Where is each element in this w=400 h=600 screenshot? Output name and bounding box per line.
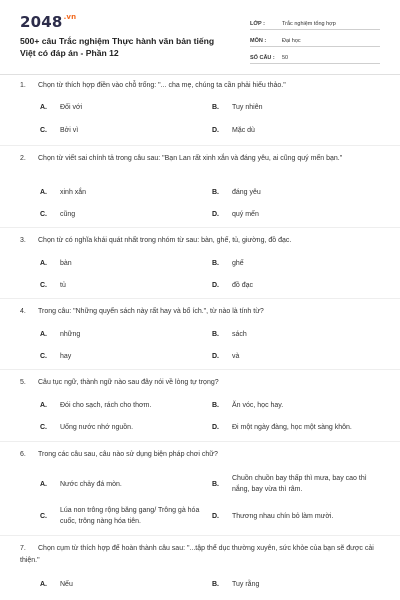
option-letter: B. — [212, 581, 219, 588]
option-letter: B. — [212, 189, 219, 196]
option-text: Mặc dù — [232, 127, 255, 134]
option-letter: C. — [40, 211, 47, 218]
question-divider — [0, 441, 400, 442]
option-letter: D. — [212, 211, 219, 218]
option-letter: B. — [212, 260, 219, 267]
option-letter: B. — [212, 104, 219, 111]
question-divider — [0, 227, 400, 228]
option-text: cũng — [60, 211, 76, 218]
option-text: Đối với — [60, 104, 83, 111]
question-number: 3. — [20, 237, 26, 244]
option-text: Uống nước nhớ nguồn. — [60, 424, 134, 431]
question-number: 1. — [20, 82, 26, 89]
page-header — [0, 0, 400, 72]
question-divider — [0, 145, 400, 146]
option-text: Tuy rằng — [232, 581, 260, 588]
question-text — [20, 306, 380, 318]
question-body: Trong các câu sau, câu nào sử dụng biện pháp chơi chữ? — [38, 451, 218, 458]
option-text: Thương nhau chín bỏ làm mười. — [232, 513, 334, 520]
option-text: Chuồn chuồn bay thấp thì mưa, bay cao thì nắng, bay vừa thì râm. — [232, 475, 367, 493]
meta-class-value: Trắc nghiệm tổng hợp — [282, 21, 336, 27]
question-text — [20, 153, 380, 165]
option-text: đồ đạc — [232, 282, 254, 289]
question-text — [20, 449, 380, 461]
option-letter: D. — [212, 513, 219, 520]
option-text: bàn — [60, 260, 72, 267]
option-text: Nước chảy đá mòn. — [60, 481, 122, 488]
meta-class-label: LỚP : — [250, 21, 265, 27]
option-text: tủ — [60, 282, 66, 289]
question-text — [20, 235, 380, 247]
page-title: 500+ câu Trắc nghiệm Thực hành văn bản tiếng Việt có đáp án - Phần 12 — [20, 36, 215, 58]
option-letter: A. — [40, 331, 47, 338]
option-letter: D. — [212, 424, 219, 431]
option-text: Đói cho sạch, rách cho thơm. — [60, 402, 152, 409]
meta-subject-value: Đại học — [282, 38, 301, 44]
option-text: những — [60, 331, 81, 338]
option-letter: A. — [40, 104, 47, 111]
option-letter: C. — [40, 424, 47, 431]
option-letter: C. — [40, 282, 47, 289]
logo-tld: .vn — [63, 13, 77, 21]
question-text — [20, 80, 380, 92]
question-number: 4. — [20, 308, 26, 315]
question-body: Câu tục ngữ, thành ngữ nào sau đây nói về lòng tự trọng? — [38, 379, 219, 386]
option-letter: C. — [40, 127, 47, 134]
option-text: Bởi vì — [60, 127, 79, 134]
option-text: đáng yêu — [232, 189, 261, 196]
quiz-meta — [250, 13, 380, 64]
option-text: quý mến — [232, 211, 259, 218]
meta-count-row — [250, 47, 380, 64]
meta-count-value: 50 — [282, 55, 289, 61]
option-text: Lúa non trông rộng băng gang/ Trông gà hóa cuốc, trông nàng hóa tiên. — [60, 507, 200, 525]
option-letter: A. — [40, 260, 47, 267]
question-number: 6. — [20, 451, 26, 458]
option-text: và — [232, 353, 240, 360]
question-body: Chọn từ có nghĩa khái quát nhất trong nhóm từ sau: bàn, ghế, tủ, giường, đồ đạc. — [38, 237, 292, 244]
option-text: Đi một ngày đàng, học một sàng khôn. — [232, 424, 352, 431]
question-number: 7. — [20, 545, 26, 552]
option-letter: B. — [212, 331, 219, 338]
meta-subject-label: MÔN : — [250, 38, 267, 44]
option-letter: D. — [212, 282, 219, 289]
question-divider — [0, 369, 400, 370]
option-letter: D. — [212, 127, 219, 134]
option-text: ghế — [232, 260, 244, 267]
question-divider — [0, 535, 400, 536]
option-letter: C. — [40, 353, 47, 360]
option-text: xinh xắn — [60, 189, 87, 196]
option-text: Nếu — [60, 581, 73, 588]
question-text — [20, 377, 380, 389]
site-logo[interactable] — [20, 13, 76, 31]
question-body: Chọn cụm từ thích hợp để hoàn thành câu sau: "...tập thể dục thường xuyên, sức khỏe của bạn sẽ được cải thiện." — [20, 545, 374, 564]
option-letter: A. — [40, 581, 47, 588]
header-divider — [0, 74, 400, 75]
option-letter: D. — [212, 353, 219, 360]
question-number: 2. — [20, 155, 26, 162]
option-letter: A. — [40, 481, 47, 488]
question-body: Chọn từ viết sai chính tả trong câu sau: "Bạn Lan rất xinh xắn và đáng yêu, ai cũng quý mến bạn." — [38, 155, 343, 162]
option-letter: A. — [40, 402, 47, 409]
option-letter: B. — [212, 402, 219, 409]
logo-text: 2048 — [20, 13, 63, 31]
meta-class-row — [250, 13, 380, 30]
option-letter: C. — [40, 513, 47, 520]
meta-subject-row — [250, 30, 380, 47]
option-letter: A. — [40, 189, 47, 196]
option-text: hay — [60, 353, 72, 360]
option-text: Tuy nhiên — [232, 104, 263, 111]
question-number: 5. — [20, 379, 26, 386]
question-text — [20, 543, 380, 567]
question-body: Chọn từ thích hợp điền vào chỗ trống: "... cha mẹ, chúng ta cần phải hiếu thảo." — [38, 82, 286, 89]
option-text: sách — [232, 331, 247, 338]
question-divider — [0, 298, 400, 299]
option-letter: B. — [212, 481, 219, 488]
option-text: Ăn vóc, học hay. — [232, 402, 284, 409]
question-body: Trong câu: "Những quyển sách này rất hay và bổ ích.", từ nào là tính từ? — [38, 308, 264, 315]
meta-count-label: SỐ CÂU : — [250, 55, 275, 61]
